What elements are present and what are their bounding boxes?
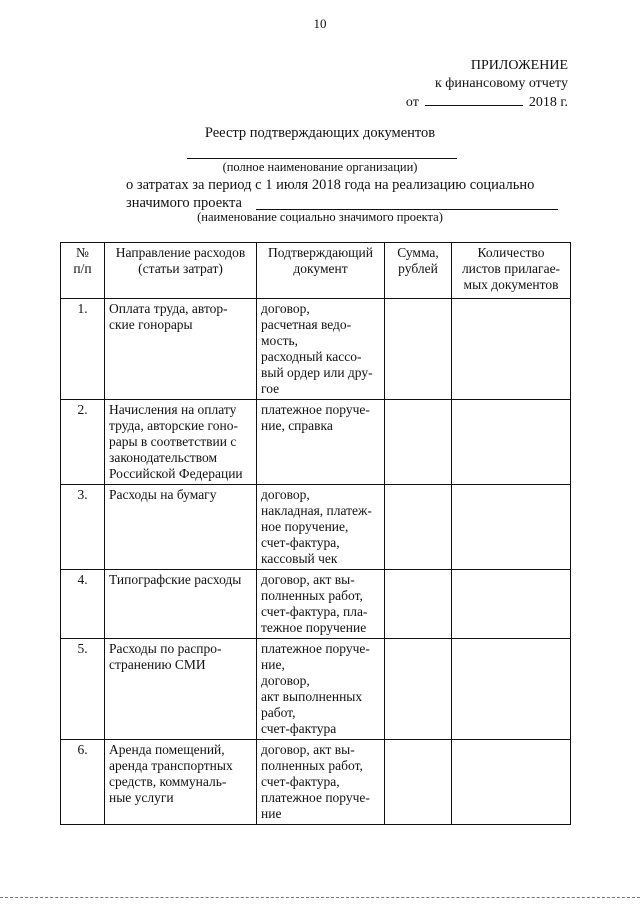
row-sum bbox=[385, 639, 452, 740]
date-prefix: от bbox=[405, 95, 419, 110]
project-caption: (наименование социально значимого проекта) bbox=[197, 210, 443, 224]
row-document: платежное поруче- ние, договор, акт выполненных работ, счет-фактура bbox=[257, 639, 385, 740]
row-sum bbox=[385, 299, 452, 400]
header-sum: Сумма, рублей bbox=[385, 243, 452, 299]
row-number: 6. bbox=[61, 740, 105, 825]
table-row bbox=[61, 299, 571, 400]
row-number: 5. bbox=[61, 639, 105, 740]
row-sheets bbox=[452, 639, 571, 740]
page-bottom-rule bbox=[0, 897, 640, 898]
appendix-date bbox=[406, 93, 568, 112]
row-sum bbox=[385, 485, 452, 570]
header-document: Подтверждающий документ bbox=[257, 243, 385, 299]
row-direction: Расходы на бумагу bbox=[105, 485, 257, 570]
table-row bbox=[61, 639, 571, 740]
row-number: 2. bbox=[61, 400, 105, 485]
row-number: 1. bbox=[61, 299, 105, 400]
row-document: договор, накладная, платеж- ное поручение, счет-фактура, кассовый чек bbox=[257, 485, 385, 570]
row-direction: Типографские расходы bbox=[105, 570, 257, 639]
row-document: платежное поруче- ние, справка bbox=[257, 400, 385, 485]
period-text: о затратах за период с 1 июля 2018 года на реализацию социально bbox=[126, 177, 535, 193]
row-sum bbox=[385, 740, 452, 825]
header-direction: Направление расходов (статьи затрат) bbox=[105, 243, 257, 299]
header-number: № п/п bbox=[61, 243, 105, 299]
table-row bbox=[61, 570, 571, 639]
row-direction: Оплата труда, автор- ские гонорары bbox=[105, 299, 257, 400]
row-document: договор, акт вы- полненных работ, счет-фактура, пла- тежное поручение bbox=[257, 570, 385, 639]
row-direction: Расходы по распро- странению СМИ bbox=[105, 639, 257, 740]
row-sheets bbox=[452, 570, 571, 639]
appendix-title: ПРИЛОЖЕНИЕ bbox=[470, 58, 568, 73]
row-sheets bbox=[452, 299, 571, 400]
row-direction: Аренда помещений, аренда транспортных средств, коммуналь- ные услуги bbox=[105, 740, 257, 825]
table-row bbox=[61, 485, 571, 570]
org-name-line bbox=[187, 158, 457, 159]
row-sheets bbox=[452, 740, 571, 825]
document-title: Реестр подтверждающих документов bbox=[204, 125, 436, 141]
appendix-block bbox=[406, 57, 568, 112]
date-suffix: 2018 г. bbox=[528, 95, 568, 110]
row-sheets bbox=[452, 485, 571, 570]
row-sum bbox=[385, 400, 452, 485]
row-document: договор, расчетная ведо- мость, расходный кассо- вый ордер или дру- гое bbox=[257, 299, 385, 400]
header-sheets: Количество листов прилагае- мых документов bbox=[452, 243, 571, 299]
row-number: 3. bbox=[61, 485, 105, 570]
row-sheets bbox=[452, 400, 571, 485]
org-caption: (полное наименование организации) bbox=[222, 160, 418, 174]
registry-table bbox=[60, 242, 571, 825]
row-number: 4. bbox=[61, 570, 105, 639]
table-row bbox=[61, 400, 571, 485]
row-sum bbox=[385, 570, 452, 639]
table-header-row bbox=[61, 243, 571, 299]
page-number: 10 bbox=[313, 16, 327, 31]
row-direction: Начисления на оплату труда, авторские гоно- рары в соответствии с законодательством Российской Федерации bbox=[105, 400, 257, 485]
appendix-subtitle: к финансовому отчету bbox=[434, 76, 568, 91]
row-document: договор, акт вы- полненных работ, счет-фактура, платежное поруче- ние bbox=[257, 740, 385, 825]
project-label: значимого проекта bbox=[126, 195, 242, 211]
table-row bbox=[61, 740, 571, 825]
date-blank bbox=[425, 93, 523, 106]
